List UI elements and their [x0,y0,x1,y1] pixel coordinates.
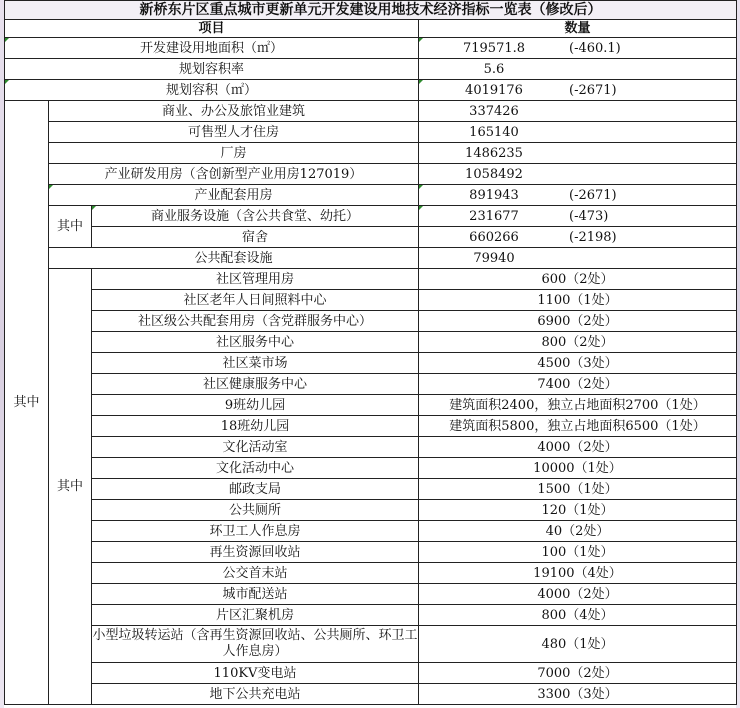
cell-label[interactable]: 公交首末站 [92,563,419,584]
table-row [5,185,737,206]
cell-value[interactable]: 6900（2处） [419,311,737,332]
table-row [5,458,737,479]
cell-label[interactable]: 110KV变电站 [92,663,419,684]
cell-label[interactable]: 商业服务设施（含公共食堂、幼托） [92,206,419,227]
table-row [5,164,737,185]
header-item: 项目 [5,20,419,38]
cell-label[interactable]: 环卫工人作息房 [92,521,419,542]
table-row [5,38,737,59]
cell-label[interactable]: 文化活动中心 [92,458,419,479]
cell-label[interactable]: 文化活动室 [92,437,419,458]
table-row [5,626,737,663]
table-row [5,395,737,416]
cell-value[interactable]: 800（2处） [419,332,737,353]
value-text: 1486235 [465,145,523,161]
header-quantity: 数量 [419,20,737,38]
cell-value[interactable] [419,185,737,206]
table-row [5,290,737,311]
cell-label[interactable]: 社区老年人日间照料中心 [92,290,419,311]
cell-value[interactable] [419,248,737,269]
title-row [5,1,737,20]
cell-value[interactable] [419,206,737,227]
cell-value[interactable]: 3300（3处） [419,684,737,705]
value-text: 165140 [469,124,519,140]
table-row [5,500,737,521]
cell-value[interactable]: 40（2处） [419,521,737,542]
cell-value[interactable]: 4500（3处） [419,353,737,374]
cell-label[interactable]: 邮政支局 [92,479,419,500]
value-text: 231677 [469,208,519,224]
cell-value[interactable]: 建筑面积2400，独立占地面积2700（1处） [419,395,737,416]
cell-value[interactable]: 4000（2处） [419,437,737,458]
table-row [5,542,737,563]
table-row [5,227,737,248]
cell-label[interactable]: 可售型人才住房 [49,122,419,143]
cell-label[interactable]: 厂房 [49,143,419,164]
cell-label[interactable]: 小型垃圾转运站（含再生资源回收站、公共厕所、环卫工人作息房） [92,626,419,663]
cell-value[interactable] [419,122,737,143]
table-row [5,437,737,458]
cell-value[interactable]: 建筑面积5800，独立占地面积6500（1处） [419,416,737,437]
cell-value[interactable]: 100（1处） [419,542,737,563]
table-row [5,80,737,101]
cell-label[interactable]: 商业、办公及旅馆业建筑 [49,101,419,122]
change-text: (-473) [569,208,609,224]
cell-label[interactable]: 再生资源回收站 [92,542,419,563]
cell-value[interactable]: 7400（2处） [419,374,737,395]
cell-value[interactable]: 120（1处） [419,500,737,521]
table-row [5,206,737,227]
cell-label[interactable]: 9班幼儿园 [92,395,419,416]
value-text: 337426 [469,103,519,119]
cell-value[interactable] [419,59,737,80]
cell-label[interactable]: 社区级公共配套用房（含党群服务中心） [92,311,419,332]
header-row [5,20,737,38]
cell-value[interactable]: 1100（1处） [419,290,737,311]
table-row [5,269,737,290]
cell-value[interactable] [419,38,737,59]
table-row [5,59,737,80]
cell-value[interactable] [419,164,737,185]
value-text: 79940 [473,250,515,266]
table-row [5,605,737,626]
group-label-facilities: 其中 [49,269,92,705]
cell-label[interactable]: 社区健康服务中心 [92,374,419,395]
table-row [5,143,737,164]
table-row [5,332,737,353]
cell-value[interactable]: 1500（1处） [419,479,737,500]
table-row [5,479,737,500]
table-row [5,248,737,269]
cell-label[interactable]: 城市配送站 [92,584,419,605]
table-title: 新桥东片区重点城市更新单元开发建设用地技术经济指标一览表（修改后） [5,1,737,20]
cell-label[interactable]: 规划容积率 [5,59,419,80]
cell-value[interactable]: 10000（1处） [419,458,737,479]
change-text: (-2671) [569,187,617,203]
table-row [5,521,737,542]
table-row [5,684,737,705]
cell-value[interactable] [419,227,737,248]
cell-label[interactable]: 产业研发用房（含创新型产业用房127019） [49,164,419,185]
cell-label[interactable]: 产业配套用房 [49,185,419,206]
value-text: 719571.8 [462,40,526,56]
change-text: (-2671) [569,82,617,98]
cell-value[interactable]: 19100（4处） [419,563,737,584]
cell-label[interactable]: 公共厕所 [92,500,419,521]
value-text: 891943 [469,187,519,203]
cell-value[interactable]: 600（2处） [419,269,737,290]
change-text: (-460.1) [569,40,621,56]
value-text: 1058492 [465,166,523,182]
cell-value[interactable] [419,80,737,101]
table-row [5,353,737,374]
table-row [5,122,737,143]
change-text: (-2198) [569,229,617,245]
table-row [5,311,737,332]
cell-label[interactable]: 公共配套设施 [49,248,419,269]
table-row [5,563,737,584]
cell-label[interactable]: 地下公共充电站 [92,684,419,705]
cell-value[interactable]: 480（1处） [419,626,737,663]
group-label-industry: 其中 [49,206,92,248]
cell-value[interactable]: 800（4处） [419,605,737,626]
cell-label[interactable]: 社区服务中心 [92,332,419,353]
value-text: 660266 [469,229,519,245]
cell-label[interactable]: 社区菜市场 [92,353,419,374]
table-row [5,663,737,684]
value-text: 4019176 [465,82,523,98]
table-row [5,101,737,122]
cell-value[interactable]: 7000（2处） [419,663,737,684]
cell-label[interactable]: 社区管理用房 [92,269,419,290]
table-row [5,584,737,605]
cell-value[interactable] [419,101,737,122]
table-row [5,416,737,437]
cell-label[interactable]: 规划容积（㎡） [5,80,419,101]
value-text: 5.6 [483,61,505,77]
cell-value[interactable] [419,143,737,164]
cell-value[interactable]: 4000（2处） [419,584,737,605]
cell-label[interactable]: 开发建设用地面积（㎡） [5,38,419,59]
group-label-outer: 其中 [5,101,49,705]
cell-label[interactable]: 宿舍 [92,227,419,248]
table-row [5,374,737,395]
indicator-table [4,0,737,705]
cell-label[interactable]: 18班幼儿园 [92,416,419,437]
cell-label[interactable]: 片区汇聚机房 [92,605,419,626]
